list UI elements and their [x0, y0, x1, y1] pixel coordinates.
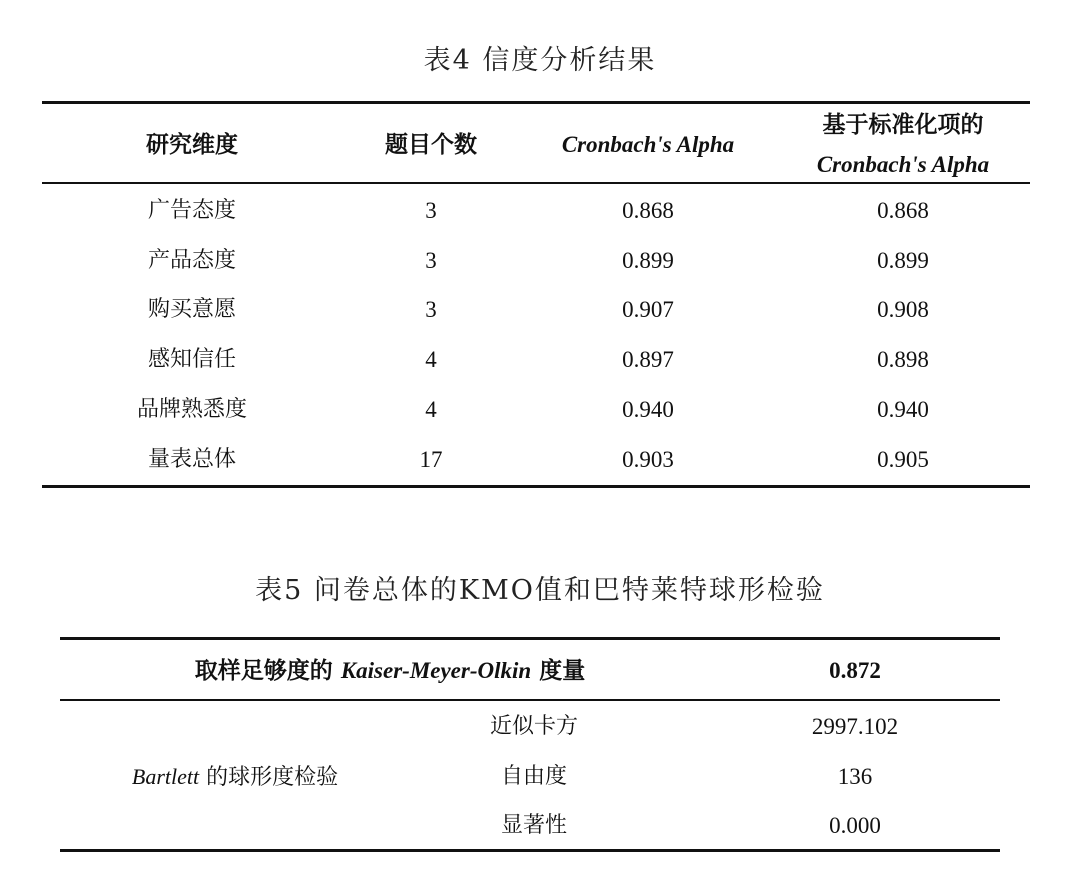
table-row-alpha: 0.868 [622, 198, 674, 223]
table5-bottom-rule [60, 849, 1000, 852]
table4-header-alpha [518, 130, 778, 160]
table4-caption: 表4 信度分析结果 [423, 45, 657, 76]
table5-caption: 表5 问卷总体的KMO值和巴特莱特球形检验 [255, 575, 825, 606]
table4-header-std-alpha [773, 150, 1033, 180]
table4-bottom-rule [42, 485, 1030, 488]
bartlett-label [60, 762, 410, 793]
table-row-std-alpha: 0.899 [877, 248, 929, 273]
bartlett-row-name: 近似卡方 [489, 714, 578, 739]
table4-header-std-prefix: 基于标准化项的 [822, 111, 984, 138]
table-row-count: 3 [425, 248, 437, 273]
bartlett-row-value: 0.000 [829, 813, 881, 838]
table-row-std-alpha: 0.905 [877, 447, 929, 472]
alpha-text: Cronbach's Alpha [561, 132, 735, 157]
kmo-label-prefix: 取样足够度的 [194, 657, 341, 684]
table-row-std-alpha: 0.908 [877, 297, 929, 322]
table-row-alpha: 0.903 [622, 447, 674, 472]
kmo-value: 0.872 [829, 658, 881, 683]
table-row-count: 3 [425, 198, 437, 223]
table-row-count: 4 [425, 397, 437, 422]
table4-header-rule [42, 182, 1030, 184]
kmo-label-suffix: 度量 [531, 657, 586, 684]
table-row-dimension: 广告态度 [147, 198, 236, 223]
table4-top-rule [42, 101, 1030, 104]
table-row-dimension: 品牌熟悉度 [136, 397, 247, 422]
kmo-label-italic: Kaiser-Meyer-Olkin [340, 658, 532, 683]
table-row-count: 3 [425, 297, 437, 322]
table-row-alpha: 0.899 [622, 248, 674, 273]
bartlett-row-name: 显著性 [500, 813, 567, 838]
table5-kmo-rule [60, 699, 1000, 701]
bartlett-row-value: 136 [837, 764, 873, 789]
std-alpha-text: Cronbach's Alpha [816, 152, 990, 177]
table-row-std-alpha: 0.868 [877, 198, 929, 223]
bartlett-label-italic: Bartlett [131, 764, 200, 789]
bartlett-row-name: 自由度 [500, 764, 567, 789]
table-row-std-alpha: 0.940 [877, 397, 929, 422]
table-row-alpha: 0.940 [622, 397, 674, 422]
table5-top-rule [60, 637, 1000, 640]
kmo-label [120, 656, 660, 686]
table-row-dimension: 产品态度 [147, 248, 236, 273]
table-row-count: 17 [419, 447, 443, 472]
table-row-dimension: 购买意愿 [147, 297, 236, 322]
bartlett-label-suffix: 的球形度检验 [199, 765, 339, 790]
table-row-dimension: 感知信任 [147, 347, 236, 372]
table-row-dimension: 量表总体 [147, 447, 236, 472]
table-row-count: 4 [425, 347, 437, 372]
table4-header-dimension: 研究维度 [146, 131, 238, 158]
table-row-std-alpha: 0.898 [877, 347, 929, 372]
table-row-alpha: 0.907 [622, 297, 674, 322]
table4-header-count: 题目个数 [385, 131, 477, 158]
table-row-alpha: 0.897 [622, 347, 674, 372]
bartlett-row-value: 2997.102 [811, 714, 899, 739]
